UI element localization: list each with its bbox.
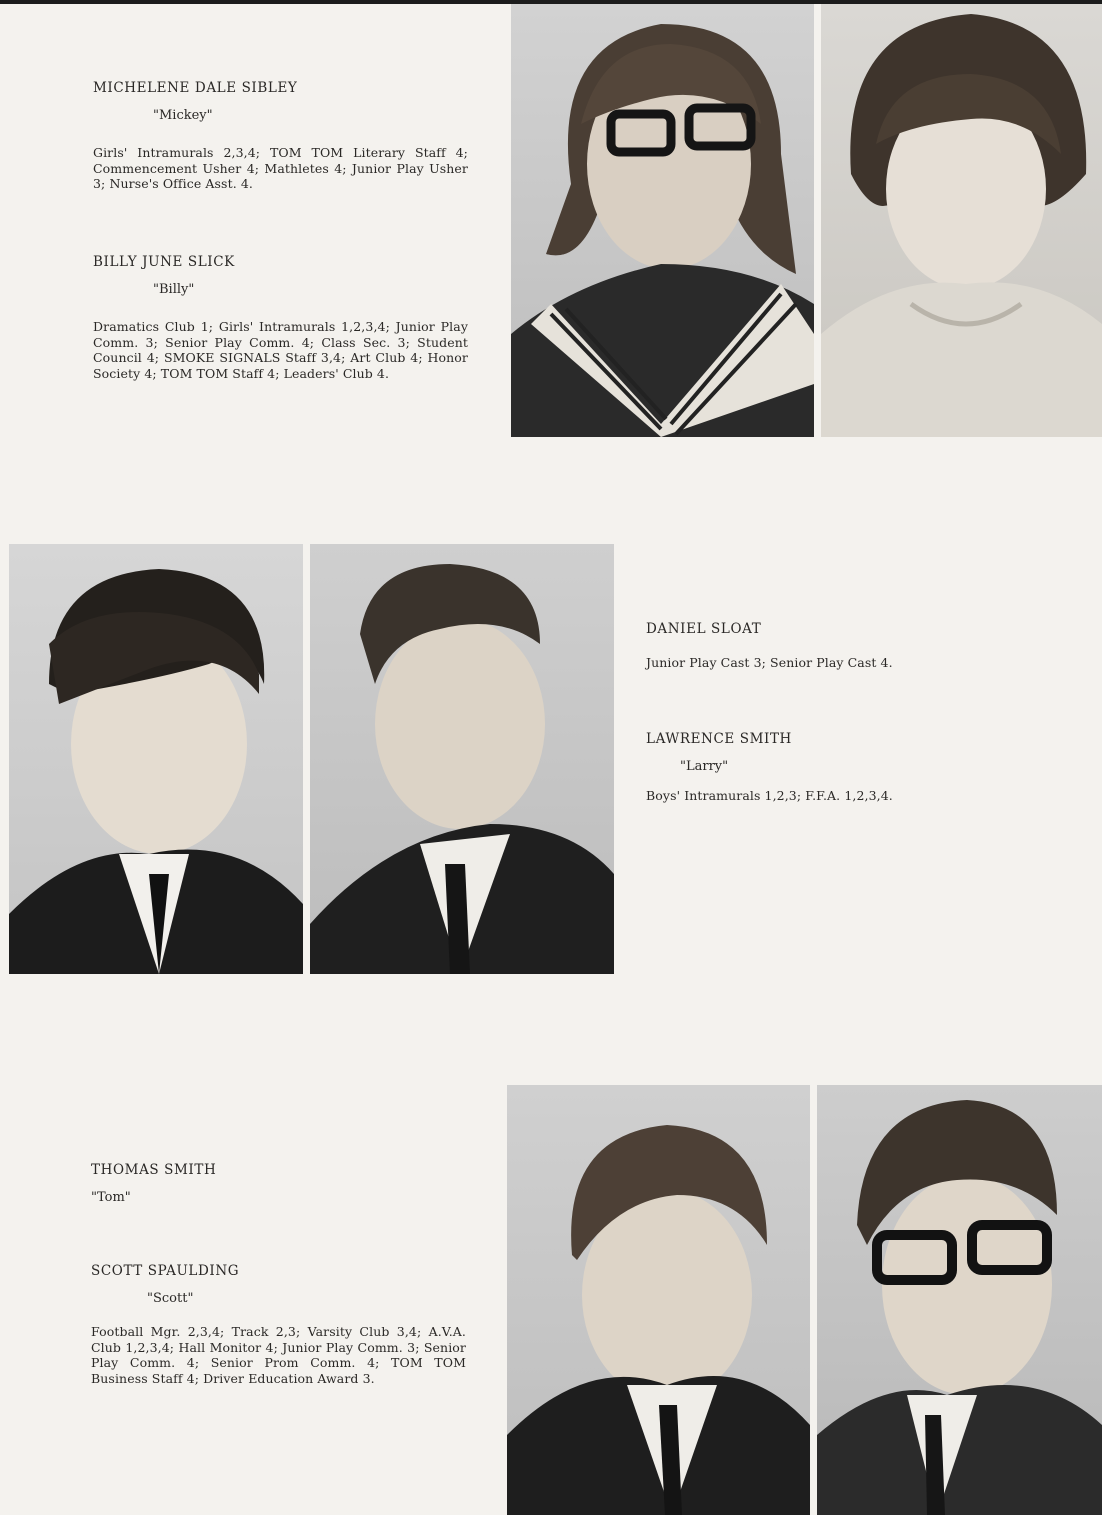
student-entry-sloat <box>646 621 1006 671</box>
student-name: LAWRENCE SMITH <box>646 731 792 747</box>
student-nickname: "Scott" <box>147 1291 194 1306</box>
student-name: BILLY JUNE SLICK <box>93 254 235 270</box>
portrait-photo-smith-lawrence <box>310 544 614 974</box>
student-activities: Junior Play Cast 3; Senior Play Cast 4. <box>646 655 893 670</box>
portrait-photo-slick <box>821 4 1102 437</box>
portrait-photo-sibley <box>511 4 814 437</box>
student-activities: Girls' Intramurals 2,3,4; TOM TOM Literary Staff 4; Commencement Usher 4; Mathletes 4; Junior Play Usher 3; Nurse's Office Asst. 4. <box>93 145 468 191</box>
student-name: DANIEL SLOAT <box>646 621 762 637</box>
student-entry-spaulding <box>91 1263 466 1386</box>
student-name: SCOTT SPAULDING <box>91 1263 240 1279</box>
portrait-photo-smith-thomas <box>507 1085 810 1515</box>
student-entry-slick <box>93 254 468 381</box>
student-name: MICHELENE DALE SIBLEY <box>93 80 298 96</box>
student-entry-sibley <box>93 80 468 192</box>
student-nickname: "Tom" <box>91 1190 131 1205</box>
student-entry-smith-thomas <box>91 1162 466 1205</box>
student-entry-smith-lawrence <box>646 731 1006 804</box>
student-nickname: "Mickey" <box>153 108 213 123</box>
student-nickname: "Billy" <box>153 282 195 297</box>
student-activities: Boys' Intramurals 1,2,3; F.F.A. 1,2,3,4. <box>646 788 893 803</box>
portrait-photo-spaulding <box>817 1085 1102 1515</box>
portrait-photo-sloat <box>9 544 303 974</box>
student-name: THOMAS SMITH <box>91 1162 217 1178</box>
student-nickname: "Larry" <box>680 759 729 774</box>
student-activities: Dramatics Club 1; Girls' Intramurals 1,2,3,4; Junior Play Comm. 3; Senior Play Comm. 4; Class Sec. 3; Student Council 4; SMOKE SIGNALS Staff 3,4; Art Club 4; Honor Society 4; TOM TOM Staff 4; Leaders' Club 4. <box>93 319 468 381</box>
student-activities: Football Mgr. 2,3,4; Track 2,3; Varsity Club 3,4; A.V.A. Club 1,2,3,4; Hall Monitor 4; Junior Play Comm. 3; Senior Play Comm. 4; Senior Prom Comm. 4; TOM TOM Business Staff 4; Driver Education Award 3. <box>91 1324 466 1386</box>
